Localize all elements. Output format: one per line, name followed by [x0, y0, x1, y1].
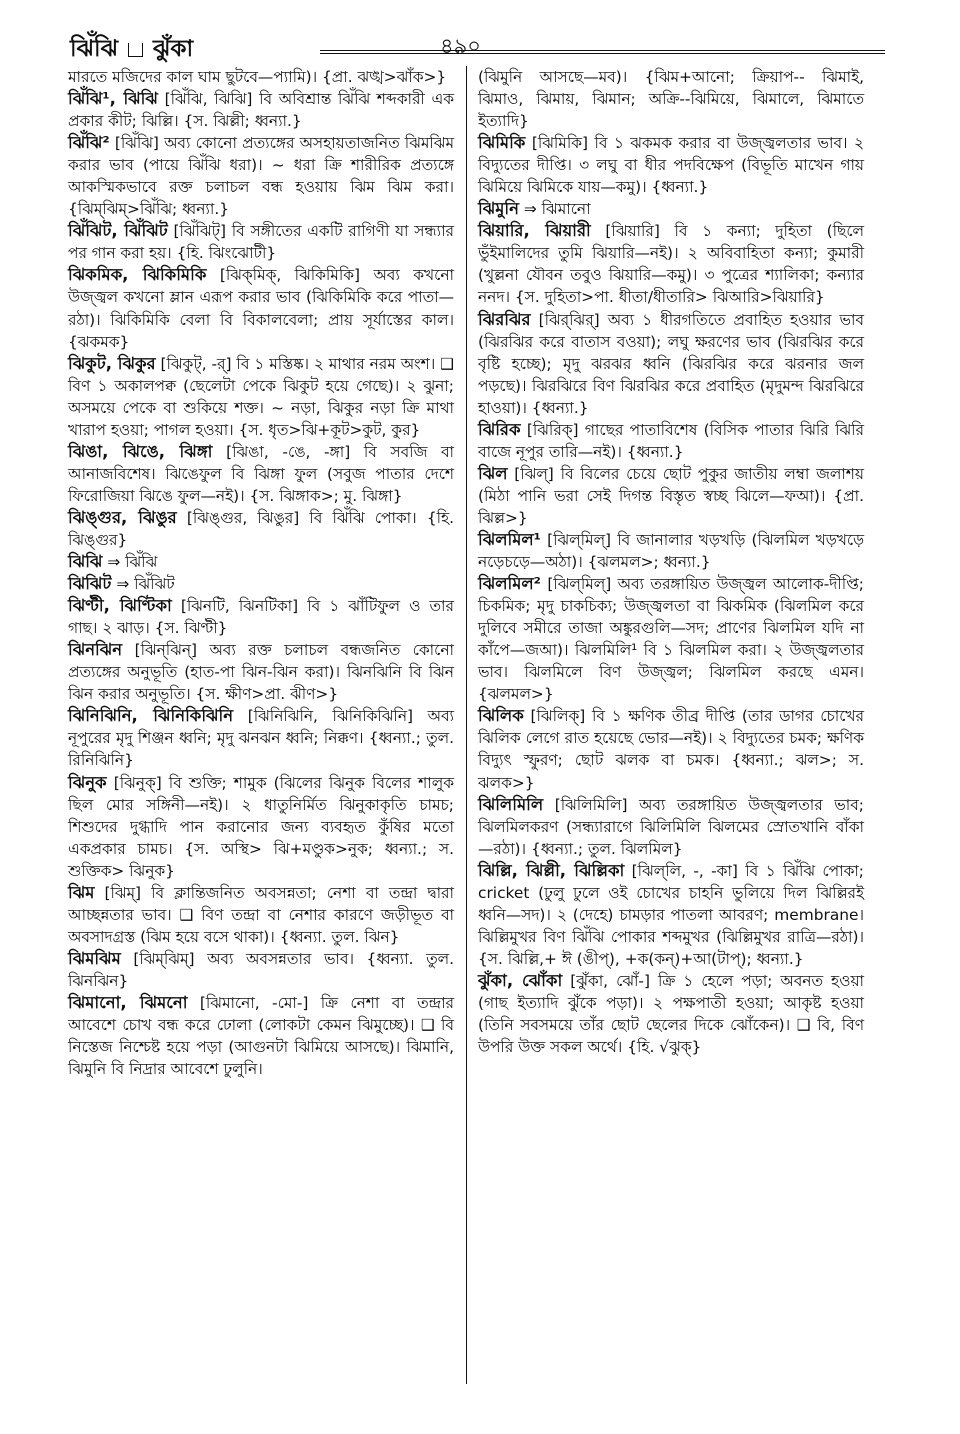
entry-definition: [ঝিম্‌ঝিম্] অব্য অবসন্নতার ভাব। {ধ্বন্যা. তুল. ঝিনঝিন} [68, 949, 454, 990]
entry-headword: ঝিরিক [478, 419, 521, 439]
guide-separator-icon [128, 43, 143, 57]
entry-headword: ঝিঁঝি¹, ঝিঝি [68, 89, 158, 109]
entry-definition: [ঝিনটি, ঝিনটিকা] বি ১ ঝাঁটিফুল ও তার গাছ। ২ ঝাড়। {স. ঝিণ্টী} [68, 597, 454, 638]
entry-headword: ঝিমুনি [478, 199, 519, 219]
entry-definition: [ঝিলিক্] বি ১ ক্ষণিক তীব্র দীপ্তি (তার ডাগর চোখের ঝিলিক লেগে রাত হয়েছে ভোর—নই)। ২ বিদ্যুতের চমক; ক্ষণিক বিদ্যুৎ স্ফুরণ; ছোট ঝলক বা চমক। {ধ্বন্যা.; ঝল>; স. ঝলক>} [478, 707, 864, 792]
entry-headword: ঝিম [68, 882, 95, 902]
dictionary-entry [68, 264, 454, 352]
dictionary-entry [478, 794, 864, 860]
entry-headword: ঝিনঝিন [68, 640, 123, 660]
dictionary-entry [68, 772, 454, 882]
dictionary-entry [68, 595, 454, 639]
entry-headword: ঝিল [478, 463, 508, 483]
entry-headword: ঝিল্লি, ঝিল্লী, ঝিল্লিকা [478, 860, 625, 880]
page-header [70, 28, 885, 60]
guide-word-last: ঝুঁকা [152, 36, 194, 62]
dictionary-entry [68, 705, 454, 771]
entry-headword: ঝিরঝির [478, 309, 531, 329]
entry-headword: ঝিলমিল² [478, 574, 541, 594]
entry-definition: ⇒ ঝিমানো [523, 200, 591, 219]
dictionary-entry [68, 573, 454, 595]
entry-definition: [ঝিম্] বি ক্লান্তিজনিত অবসন্নতা; নেশা বা তন্দ্রা দ্বারা আচ্ছন্নতার ভাব। ❑ বিণ তন্দ্রা বা নেশার কারণে জড়ীভূত বা অবসাদগ্রস্ত (ঝিম হয়ে বসে থাকা)। {ধ্বন্যা. তুল. ঝিন} [68, 883, 454, 946]
entry-headword: ঝিনিঝিনি, ঝিনিকিঝিনি [68, 706, 234, 726]
entry-definition: [ঝির্‌ঝির্] অব্য ১ ধীরগতিতে প্রবাহিত হওয়ার ভাব (ঝিরঝির করে বাতাস বওয়া); লঘু ক্ষরণের ভাব (ঝিরঝির করে বৃষ্টি হচ্ছে); মৃদু ঝরঝর ধ্বনি (ঝিরঝির করে ঝরনার জল পড়ছে)। ঝিরঝিরে বিণ ঝিরঝির করে প্রবাহিত (মৃদুমন্দ ঝিরঝিরে হাওয়া)। {ধ্বন্যা.} [478, 310, 864, 417]
entry-definition: ⇒ ঝিঁঝি [107, 553, 158, 572]
entry-definition: [ঝিরিক্] গাছের পাতাবিশেষ (বিসিক পাতার ঝিরি ঝিরি বাজে নূপুর তারি—নই)। {ধ্বন্যা.} [478, 420, 864, 461]
entry-definition: [ঝিঙা, -ঙে, -ঙ্গা] বি সবজি বা আনাজবিশেষ। ঝিঙেফুল বি ঝিঙ্গা ফুল (সবুজ পাতার দেশে ফিরোজিয়া ঝিঙে ফুল—নই)। {স. ঝিঙ্গাক>; মু. ঝিঙ্গা} [68, 442, 454, 505]
dictionary-entry [478, 463, 864, 529]
entry-definition: [ঝিল্‌মিল্] অব্য তরঙ্গায়িত উজ্জ্বল আলোক-দীপ্তি; চিকমিক; মৃদু চাকচিক্য; উজ্জ্বলতা বা ঝিকমিক (ঝিলমিল করে দুলিবে সমীরে তাজা অঙ্কুরগুলি—সদ; প্রাণের ঝিলমিল যদি না কাঁপে—জআ)। ঝিলমিলি¹ বি ১ ঝিলমিল করা। ২ উজ্জ্বলতার ভাব। ঝিলমিলে বিণ উজ্জ্বল; ঝিলমিল করছে এমন। {ঝলমল>} [478, 575, 864, 704]
entry-definition: [ঝুঁকা, ঝোঁ-] ক্রি ১ হেলে পড়া; অবনত হওয়া (গাছ ইত্যাদি ঝুঁকে পড়া)। ২ পক্ষপাতী হওয়া; আকৃষ্ট হওয়া (তিনি সবসময়ে তাঁর ছোট ছেলের দিকে ঝোঁকেন)। ❑ বি, বিণ উপরি উক্ত সকল অর্থে। {হি. √ঝুক্} [478, 971, 864, 1057]
entry-definition: [ঝিন্‌ঝিন্] অব্য রক্ত চলাচল বন্ধজনিত কোনো প্রত্যঙ্গের অনুভূতি (হাত-পা ঝিন-ঝিন করা)। ঝিনঝিনি বি ঝিন ঝিন করার অনুভূতি। {স. ক্ষীণ>প্রা. ঝীণ>} [68, 641, 454, 704]
entry-headword: ঝিমানো, ঝিমনো [68, 992, 188, 1012]
entry-definition: (ঝিমুনি আসছে—মব)। {ঝিম+আনো; ক্রিয়াপ-- ঝিমাই, ঝিমাও, ঝিমায়, ঝিমান; অক্রি--ঝিমিয়ে, ঝিমালে, ঝিমাতে ইত্যাদি} [478, 68, 864, 131]
dictionary-entry [478, 198, 864, 220]
dictionary-entry [478, 970, 864, 1058]
entry-headword: ঝিমঝিম [68, 948, 121, 968]
entry-definition: [ঝিমানো, -মো-] ক্রি নেশা বা তন্দ্রার আবেশে চোখ বন্ধ করে ঢোলা (লোকটা কেমন ঝিমুচ্ছে)। ❑ বি নিস্তেজ নিশ্চেষ্ট হয়ে পড়া (আগুনটা ঝিমিয়ে আসছে)। ঝিমানি, ঝিমুনি বি নিদ্রার আবেশে ঢুলুনি। [68, 993, 454, 1079]
entry-headword: ঝিঝিট [68, 574, 112, 594]
entry-definition: [ঝিলিমিলি] অব্য তরঙ্গায়িত উজ্জ্বলতার ভাব; ঝিলমিলকরণ (সন্ধ্যারাগে ঝিলিমিলি ঝিলমের স্রোতখানি বাঁকা—রঠা)। {ধ্বন্যা.; তুল. ঝিলমিল} [478, 795, 864, 858]
entry-headword: ঝিঁঝি² [68, 133, 110, 153]
entry-headword: ঝিয়ারি, ঝিয়ারী [478, 221, 591, 241]
entry-headword: ঝিকমিক, ঝিকিমিকি [68, 265, 207, 285]
entry-headword: ঝিঁঝিট, ঝিঁঝিট [68, 221, 168, 241]
entry-definition: [ঝিল্‌মিল্] বি জানালার খড়খড়ি (ঝিলমিল খড়খড়ে নড়েচড়ে—অঠা)। {ঝলমল>; ধ্বন্যা.} [478, 530, 864, 572]
dictionary-entry [68, 88, 454, 132]
entry-definition: মারতে মজিদের কাল ঘাম ছুটবে—প্যামি)। {প্রা. ঝঙ্খ>ঝাঁক>} [68, 68, 447, 86]
dictionary-entry [478, 66, 864, 132]
entry-headword: ঝিলিমিলি [478, 794, 544, 814]
header-rule [320, 50, 885, 54]
dictionary-entry [478, 132, 864, 198]
dictionary-entry [68, 66, 454, 88]
entry-definition: [ঝিনুক্] বি শুক্তি; শামুক (ঝিলের ঝিনুক বিলের শালুক ছিল মোর সঙ্গিনী—নই)। ২ ধাতুনির্মিত ঝিনুকাকৃতি চামচ; শিশুদের দুগ্ধাদি পান করানোর জন্য ব্যবহৃত কুঁষির মতো একপ্রকার চামচ। {স. অস্থি> ঝি+মণ্ডুক>নুক; ধ্বন্যা.; স. শুক্তিক> ঝিনুক} [68, 773, 454, 880]
right-column [478, 66, 864, 1058]
page-number: ৪৯০ [440, 34, 481, 58]
entry-headword: ঝিঙা, ঝিঙে, ঝিঙ্গা [68, 441, 213, 461]
left-column [68, 66, 454, 1080]
entry-definition: [ঝিঙ্গুর, ঝিঙুর] বি ঝিঁঝি পোকা। {হি. ঝিঙ্গুর} [68, 508, 454, 549]
entry-definition: [ঝিঁঝি, ঝিঝি] বি অবিশ্রান্ত ঝিঁঝি শব্দকারী এক প্রকার কীট; ঝিল্লি। {স. ঝিল্লী; ধ্বন্যা.} [68, 90, 454, 131]
guide-word-first: ঝিঁঝি [70, 36, 118, 62]
entry-definition: [ঝিল্‌লি, -, -কা] বি ১ ঝিঁঝি পোকা; cricket (ঢুলু ঢুলে ওই চোখের চাহনি ভুলিয়ে দিল ঝিল্লিরই ধ্বনি—সদ)। ২ (দেহে) চামড়ার পাতলা আবরণ; membrane। ঝিল্লিমুখর বিণ ঝিঁঝি পোকার শব্দমুখর (ঝিল্লিমুখর রাত্রি—রঠা)। {স. ঝিল্লি,+ ঈ (ঙীপ্), +ক(কন্)+আ(টাপ্); ধ্বন্যা.} [478, 861, 864, 968]
dictionary-entry [478, 860, 864, 970]
entry-headword: ঝিলমিল¹ [478, 529, 541, 549]
dictionary-entry [478, 309, 864, 419]
entry-definition: [ঝিল্] বি বিলের চেয়ে ছোট পুকুর জাতীয় লম্বা জলাশয় (মিঠা পানি ভরা সেই দিগন্ত বিস্তৃত স্বচ্ছ ঝিলে—ফআ)। {প্রা. ঝিল্ল>} [478, 464, 864, 527]
dictionary-entry [68, 220, 454, 264]
entry-headword: ঝিমিকি [478, 133, 526, 153]
entry-headword: ঝিলিক [478, 706, 524, 726]
guide-words [70, 30, 193, 69]
dictionary-entry [68, 992, 454, 1080]
dictionary-entry [68, 441, 454, 507]
entry-headword: ঝিনুক [68, 772, 107, 792]
entry-headword: ঝিঙ্গুর, ঝিঙুর [68, 507, 177, 527]
entry-definition: [ঝিনিঝিনি, ঝিনিকিঝিনি] অব্য নূপুরের মৃদু শিঞ্জন ধ্বনি; মৃদু ঝনঝন ধ্বনি; নিক্কণ। {ধ্বন্যা.; তুল. রিনিঝিনি} [68, 707, 454, 770]
entry-definition: [ঝিঁঝি] অব্য কোনো প্রত্যঙ্গের অসহায়তাজনিত ঝিমঝিম করার ভাব (পায়ে ঝিঁঝি ধরা)। ~ ধরা ক্রি শারীরিক প্রত্যঙ্গে আকস্মিকভাবে রক্ত চলাচল বন্ধ হওয়ায় ঝিম ঝিম করা। {ঝিম্‌ঝিম্‌>ঝিঁঝি; ধ্বন্যা.} [68, 134, 454, 219]
entry-definition: [ঝিকুট্, -র্] বি ১ মস্তিষ্ক। ২ মাথার নরম অংশ। ❑ বিণ ১ অকালপক্ব (ছেলেটা পেকে ঝিকুট হয়ে গেছে)। ২ ঝুনা; অসময়ে পেকে বা শুকিয়ে শক্ত। ~ নড়া, ঝিকুর নড়া ক্রি মাথা খারাপ হওয়া; পাগল হওয়া। {স. ধৃত>ঝি+কূট>কুট, কুর} [68, 354, 454, 439]
dictionary-entry [68, 639, 454, 705]
column-divider [466, 66, 467, 1384]
dictionary-entry [68, 132, 454, 220]
entry-headword: ঝিকুট, ঝিকুর [68, 353, 156, 373]
dictionary-entry [68, 353, 454, 441]
entry-headword: ঝিঝি [68, 552, 103, 572]
dictionary-entry [68, 948, 454, 992]
entry-headword: ঝিণ্টী, ঝিণ্টিকা [68, 596, 172, 616]
entry-definition: [ঝিঁঝিট্] বি সঙ্গীতের একটি রাগিণী যা সন্ধ্যার পর গান করা হয়। {হি. ঝিংঝোটী} [68, 222, 454, 263]
dictionary-entry [68, 507, 454, 551]
dictionary-entry [68, 882, 454, 948]
dictionary-entry [478, 705, 864, 793]
entry-definition: ⇒ ঝিঁঝিট [116, 575, 175, 594]
dictionary-entry [68, 551, 454, 573]
entry-definition: [ঝিমিকি] বি ১ ঝকমক করার বা উজ্জ্বলতার ভাব। ২ বিদ্যুতের দীপ্তি। ৩ লঘু বা ধীর পদবিক্ষেপ (বিভূতি মাখেন গায় ঝিমিয়ে ঝিমিকে যায়—কমু)। {ধ্বন্যা.} [478, 134, 864, 197]
dictionary-entry [478, 573, 864, 705]
entry-headword: ঝুঁকা, ঝোঁকা [478, 970, 563, 990]
dictionary-entry [478, 419, 864, 463]
dictionary-entry [478, 529, 864, 573]
entry-definition: [ঝিয়ারি] বি ১ কন্যা; দুহিতা (ছিলে ভুঁইমালিদের তুমি ঝিয়ারি—নই)। ২ অবিবাহিতা কন্যা; কুমারী (খুল্লনা যৌবন তবুও ঝিয়ারি—কমু)। ৩ পুত্রের শ্যালিকা; কন্যার ননদ। {স. দুহিতা>পা. ধীতা/ধীতারি> ঝিআরি>ঝিয়ারি} [478, 222, 864, 307]
entry-definition: [ঝিক্‌মিক্, ঝিকিমিকি] অব্য কখনো উজ্জ্বল কখনো ম্লান এরূপ করার ভাব (ঝিকিমিকি করে পাতা—রঠা)। ঝিকিমিকি বেলা বি বিকালবেলা; প্রায় সূর্যাস্তের কাল। {ঝকমক} [68, 266, 454, 351]
dictionary-entry [478, 220, 864, 308]
